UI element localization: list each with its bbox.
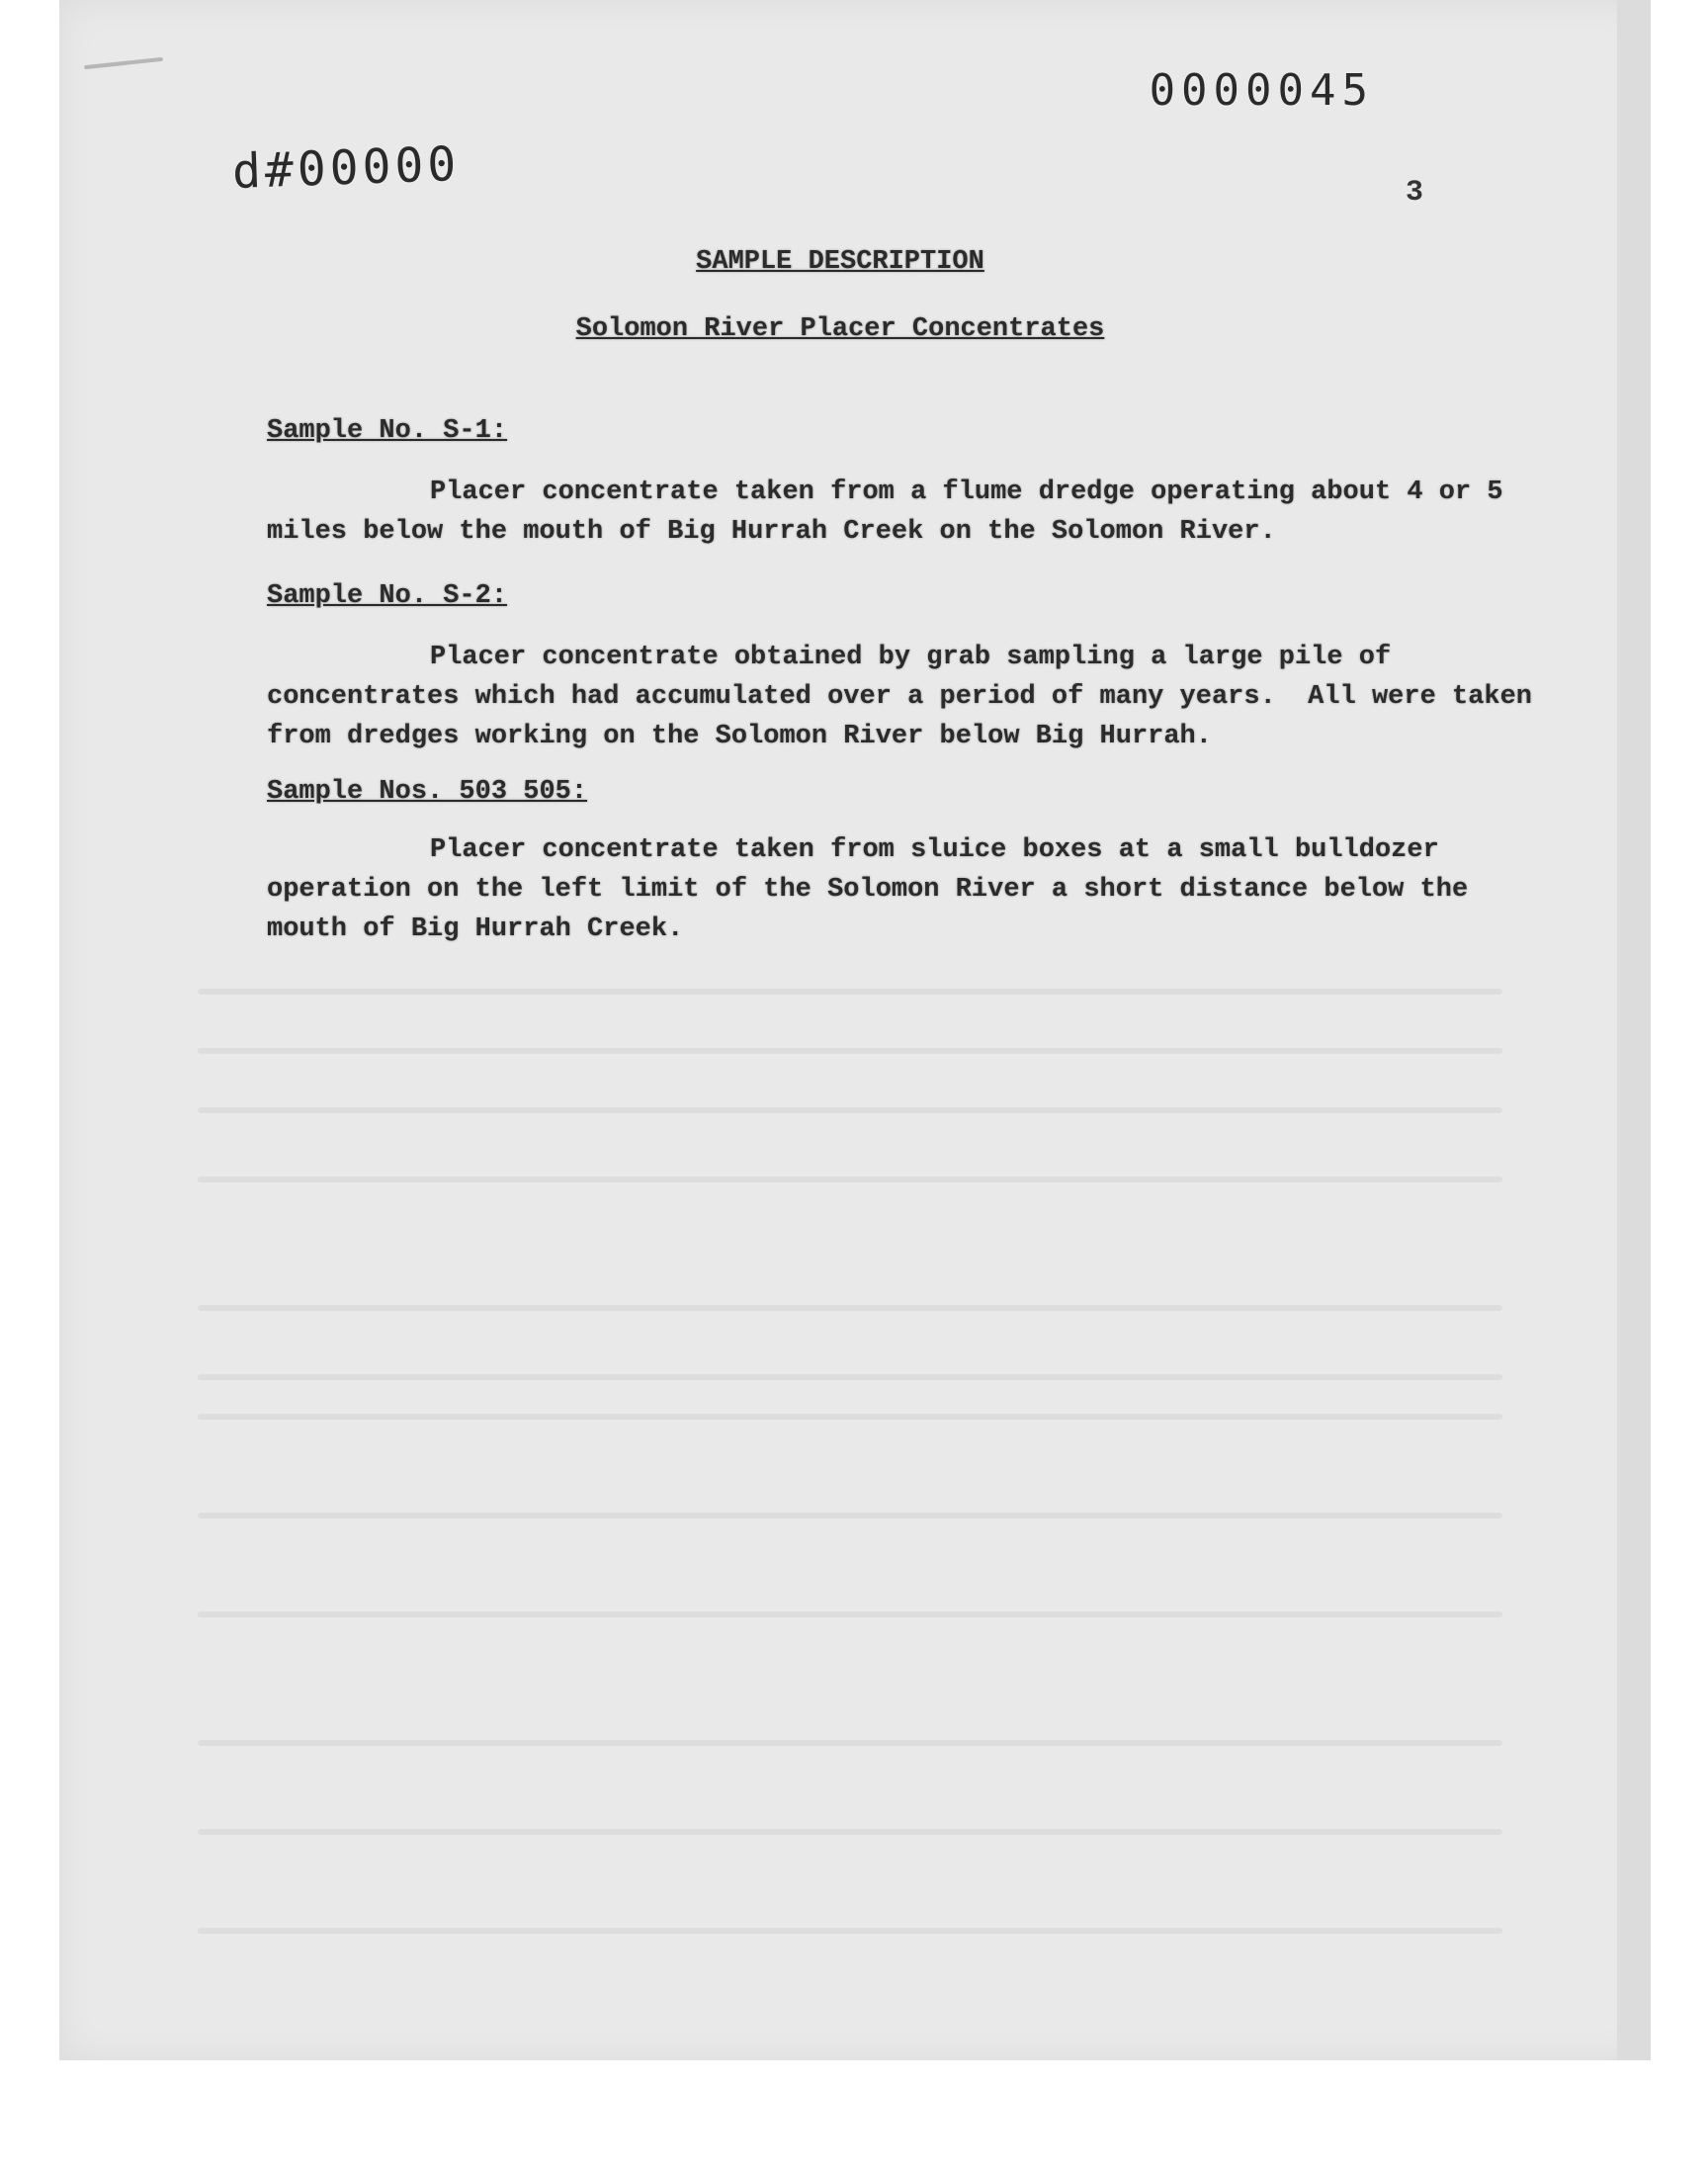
bleed-through-line	[198, 1176, 1502, 1182]
sample-description: Placer concentrate taken from sluice boxes at a small bulldozer operation on the left limit of the Solomon River a short distance below the mouth of Big Hurrah Creek.	[267, 835, 1485, 944]
sample-description: Placer concentrate obtained by grab sampling a large pile of concentrates which had accumulated over a period of many years. All were taken from dredges working on the Solomon River below Big Hurrah.	[267, 643, 1549, 751]
bleed-through-line	[198, 1414, 1502, 1420]
bleed-through-line	[198, 1374, 1502, 1380]
page-number: 3	[1405, 176, 1423, 210]
sample-heading: Sample Nos. 503 505:	[267, 777, 588, 807]
bleed-through-line	[198, 1611, 1502, 1617]
bleed-through-line	[198, 1048, 1502, 1054]
bleed-through-line	[198, 1740, 1502, 1746]
scan-smudge	[84, 57, 163, 69]
sample-heading: Sample No. S-1:	[267, 416, 508, 446]
page-edge	[1617, 0, 1651, 2060]
document-subtitle: Solomon River Placer Concentrates	[575, 314, 1105, 344]
document-title: SAMPLE DESCRIPTION	[696, 247, 984, 277]
sample-description: Placer concentrate taken from a flume dredge operating about 4 or 5 miles below the mouth of Big Hurrah Creek on the Solomon River.	[267, 478, 1519, 547]
sample-heading: Sample No. S-2:	[267, 581, 508, 611]
bleed-through-line	[198, 989, 1502, 995]
batch-number-stamp: d#00000	[231, 135, 462, 201]
bleed-through-line	[198, 1107, 1502, 1113]
document-page	[59, 0, 1651, 2060]
bleed-through-line	[198, 1513, 1502, 1519]
bleed-through-line	[198, 1829, 1502, 1835]
bleed-through-line	[198, 1928, 1502, 1934]
bleed-through-line	[198, 1305, 1502, 1311]
document-number-stamp: 0000045	[1149, 65, 1374, 116]
